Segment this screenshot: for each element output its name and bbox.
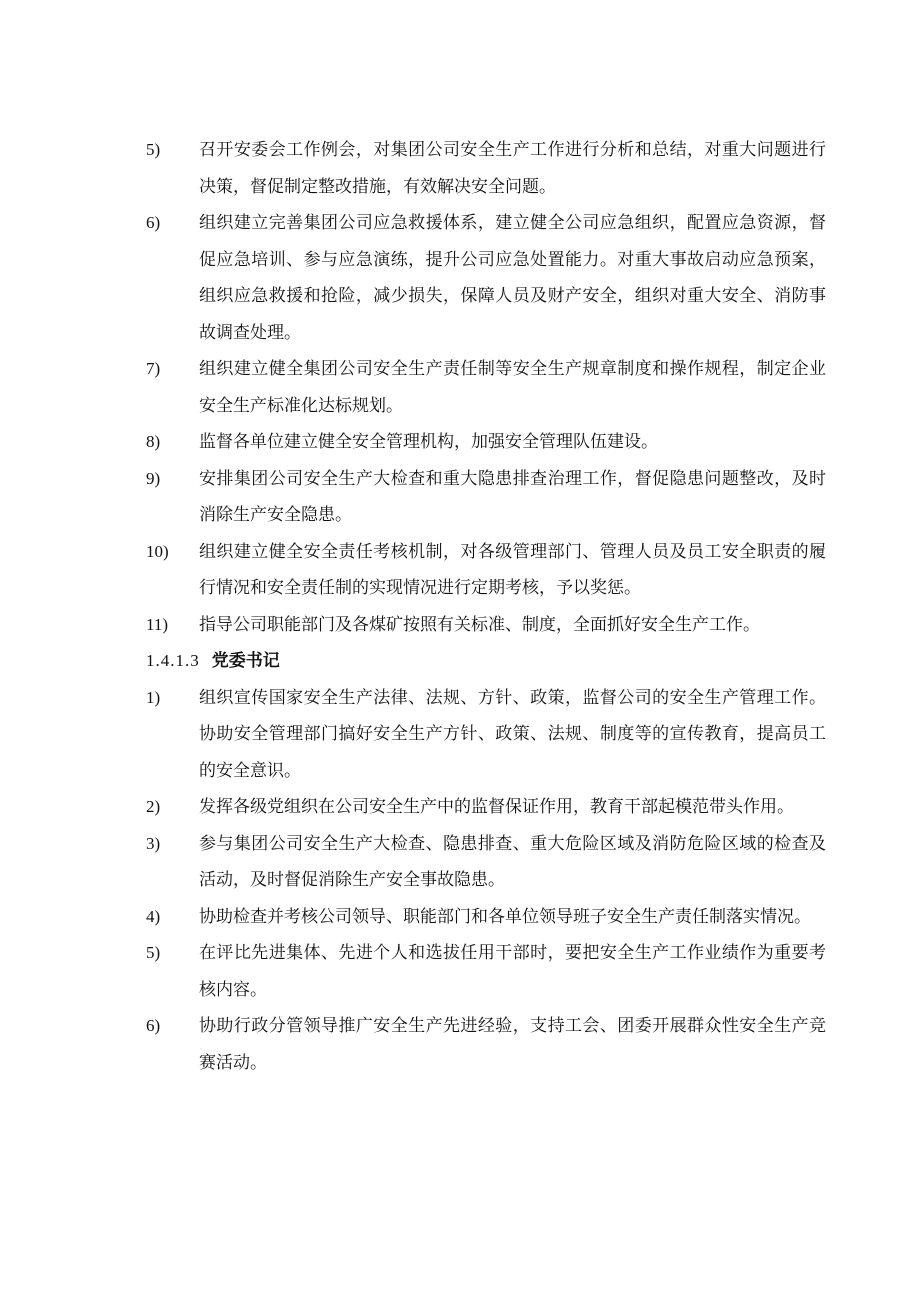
item-text: 在评比先进集体、先进个人和选拔任用干部时，要把安全生产工作业绩作为重要考核内容。 <box>199 943 826 1000</box>
list-item <box>146 789 826 826</box>
list-item <box>146 534 826 607</box>
list-item <box>146 899 826 936</box>
item-text: 安排集团公司安全生产大检查和重大隐患排查治理工作，督促隐患问题整改，及时消除生产安全隐患。 <box>199 468 826 525</box>
list-item <box>146 680 826 790</box>
item-text: 协助检查并考核公司领导、职能部门和各单位领导班子安全生产责任制落实情况。 <box>199 906 811 927</box>
item-number: 4) <box>146 906 161 926</box>
list-item <box>146 205 826 351</box>
item-text: 协助行政分管领导推广安全生产先进经验，支持工会、团委开展群众性安全生产竞赛活动。 <box>199 1016 826 1073</box>
list-item <box>146 935 826 1008</box>
list-item <box>146 351 826 424</box>
item-text: 组织建立健全集团公司安全生产责任制等安全生产规章制度和操作规程，制定企业安全生产标准化达标规划。 <box>199 359 826 416</box>
item-number: 5) <box>146 943 161 962</box>
list-item <box>146 607 826 644</box>
item-number: 2) <box>146 797 161 816</box>
item-number: 3) <box>146 833 161 853</box>
item-number: 11) <box>146 614 169 634</box>
list-item <box>146 826 826 899</box>
item-text: 召开安委会工作例会，对集团公司安全生产工作进行分析和总结，对重大问题进行决策，督促制定整改措施，有效解决安全问题。 <box>199 140 826 197</box>
item-number: 1) <box>146 687 161 707</box>
list-item <box>146 424 826 461</box>
item-text: 参与集团公司安全生产大检查、隐患排查、重大危险区域及消防危险区域的检查及活动，及时督促消除生产安全事故隐患。 <box>199 833 826 890</box>
list-item <box>146 461 826 534</box>
item-text: 组织建立健全安全责任考核机制，对各级管理部门、管理人员及员工安全职责的履行情况和安全责任制的实现情况进行定期考核，予以奖惩。 <box>199 541 826 598</box>
item-number: 10) <box>146 541 169 561</box>
item-number: 7) <box>146 359 161 378</box>
list-item <box>146 1008 826 1081</box>
item-number: 8) <box>146 432 161 451</box>
item-text: 发挥各级党组织在公司安全生产中的监督保证作用，教育干部起模范带头作用。 <box>199 797 794 817</box>
item-number: 9) <box>146 468 161 488</box>
item-text: 指导公司职能部门及各煤矿按照有关标准、制度，全面抓好安全生产工作。 <box>199 614 760 635</box>
section-heading <box>146 643 826 680</box>
list-item <box>146 132 826 205</box>
section-number: 1.4.1.3 <box>146 651 200 670</box>
section-title: 党委书记 <box>211 651 280 671</box>
item-number: 5) <box>146 140 161 159</box>
item-text: 组织宣传国家安全生产法律、法规、方针、政策，监督公司的安全生产管理工作。协助安全管理部门搞好安全生产方针、政策、法规、制度等的宣传教育，提高员工的安全意识。 <box>199 687 826 781</box>
item-text: 组织建立完善集团公司应急救援体系，建立健全公司应急组织，配置应急资源，督促应急培训、参与应急演练，提升公司应急处置能力。对重大事故启动应急预案，组织应急救援和抢险，减少损失，保障人员及财产安全，组织对重大安全、消防事故调查处理。 <box>199 213 826 343</box>
document-body <box>146 132 826 1081</box>
item-text: 监督各单位建立健全安全管理机构，加强安全管理队伍建设。 <box>199 432 658 452</box>
item-number: 6) <box>146 213 161 232</box>
item-number: 6) <box>146 1016 161 1035</box>
